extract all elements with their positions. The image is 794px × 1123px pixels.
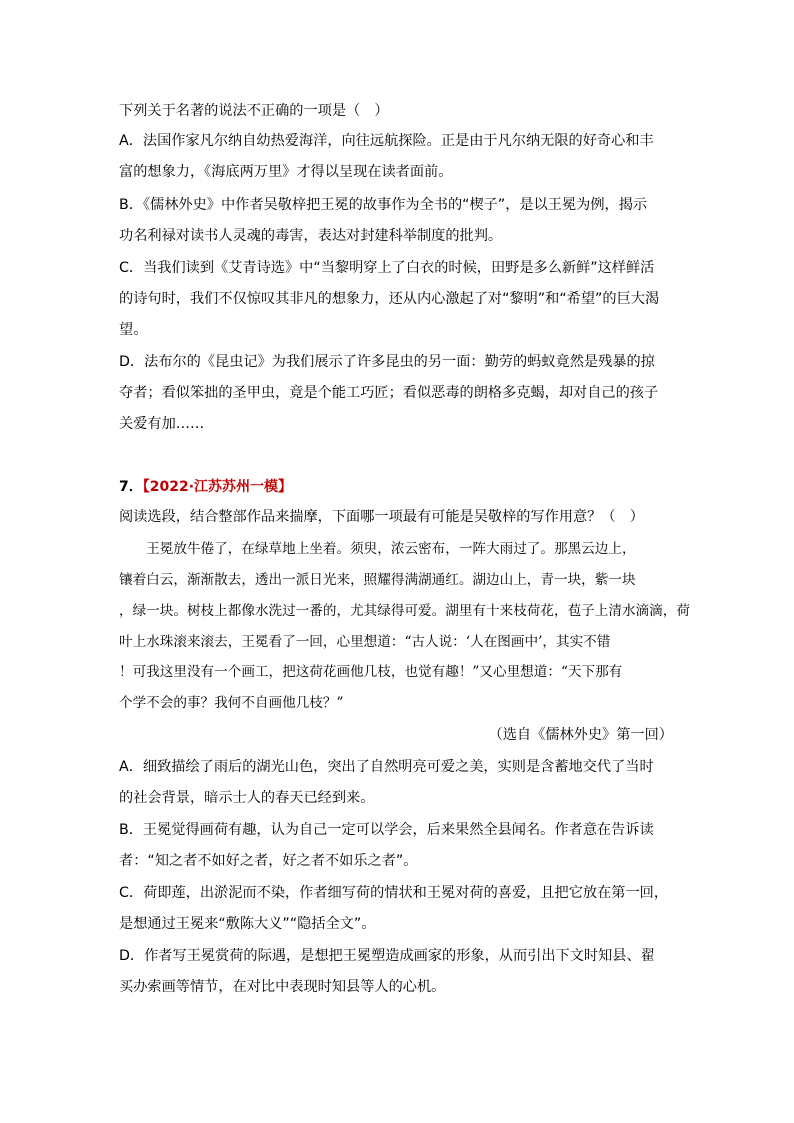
q6-stem: 下列关于名著的说法不正确的一项是（ ） xyxy=(119,103,389,119)
q7-option-a-line1: A．细致描绘了雨后的湖光山色，突出了自然明亮可爱之美，实则是含蓄地交代了当时 xyxy=(119,759,654,775)
q6-option-a-line1: A．法国作家凡尔纳自幼热爱海洋，向往远航探险。正是由于凡尔纳无限的好奇心和丰 xyxy=(119,133,654,149)
q7-passage-line4: 叶上水珠滚来滚去，王冕看了一回，心里想道：“古人说：‘人在图画中’，其实不错 xyxy=(119,634,611,650)
q7-passage-line3: ，绿一块。树枝上都像水洗过一番的，尤其绿得可爱。湖里有十来枝荷花，苞子上清水滴滴，荷 xyxy=(119,603,690,619)
q6-option-d-line1: D．法布尔的《昆虫记》为我们展示了许多昆虫的另一面：勤劳的蚂蚁竟然是残暴的掠 xyxy=(119,354,655,370)
q6-option-c-line3: 望。 xyxy=(119,322,148,338)
q7-option-d-line2: 买办索画等情节，在对比中表现时知县等人的心机。 xyxy=(119,979,446,995)
q6-option-d-line3: 关爱有加…… xyxy=(119,416,205,432)
q7-source-tag: 【2022·江苏苏州一模】 xyxy=(142,479,293,495)
q6-option-c-line2: 的诗句时，我们不仅惊叹其非凡的想象力，还从内心激起了对“黎明”和“希望”的巨大渴 xyxy=(119,291,660,307)
q7-passage-line2: 镶着白云，渐渐散去，透出一派日光来，照耀得满湖通红。湖边山上，青一块，紫一块 xyxy=(119,572,636,588)
q7-option-b-line2: 者：“知之者不如好之者，好之者不如乐之者”。 xyxy=(119,853,418,869)
q7-passage-line6: 个学不会的事？我何不自画他几枝？” xyxy=(119,695,344,711)
q6-option-b-line1: B．《儒林外史》中作者吴敬梓把王冕的故事作为全书的“楔子”，是以王冕为例，揭示 xyxy=(119,197,648,213)
q6-option-a-line2: 富的想象力，《海底两万里》才得以呈现在读者面前。 xyxy=(119,164,453,180)
q6-option-c-line1: C．当我们读到《艾青诗选》中“当黎明穿上了白衣的时候，田野是多么新鲜”这样鲜活 xyxy=(119,260,655,276)
q7-option-d-line1: D．作者写王冕赏荷的际遇，是想把王冕塑造成画家的形象，从而引出下文时知县、翟 xyxy=(119,948,655,964)
q7-heading xyxy=(119,477,292,497)
q7-passage-line5: ！可我这里没有一个画工，把这荷花画他几枝，也觉有趣！”又心里想道：“天下那有 xyxy=(119,664,623,680)
q7-stem: 阅读选段，结合整部作品来揣摩，下面哪一项最有可能是吴敬梓的写作用意？（ ） xyxy=(119,509,644,525)
q7-option-a-line2: 的社会背景，暗示士人的春天已经到来。 xyxy=(119,790,375,806)
q7-option-b-line1: B．王冕觉得画荷有趣，认为自己一定可以学会，后来果然全县闻名。作者意在告诉读 xyxy=(119,822,654,838)
q7-passage-line1: 王冕放牛倦了，在绿草地上坐着。须臾，浓云密布，一阵大雨过了。那黑云边上， xyxy=(119,541,636,557)
q7-option-c-line2: 是想通过王冕来“敷陈大义”“隐括全文”。 xyxy=(119,916,376,932)
q7-number: 7． xyxy=(119,479,143,495)
q7-option-c-line1: C．荷即莲，出淤泥而不染，作者细写荷的情状和王冕对荷的喜爱，且把它放在第一回， xyxy=(119,885,669,901)
q7-passage-source: （选自《儒林外史》第一回） xyxy=(488,727,673,743)
q6-option-d-line2: 夺者；看似笨拙的圣甲虫，竟是个能工巧匠；看似恶毒的朗格多克蝎，却对自己的孩子 xyxy=(119,385,659,401)
q6-option-b-line2: 功名利禄对读书人灵魂的毒害，表达对封建科举制度的批判。 xyxy=(119,228,503,244)
